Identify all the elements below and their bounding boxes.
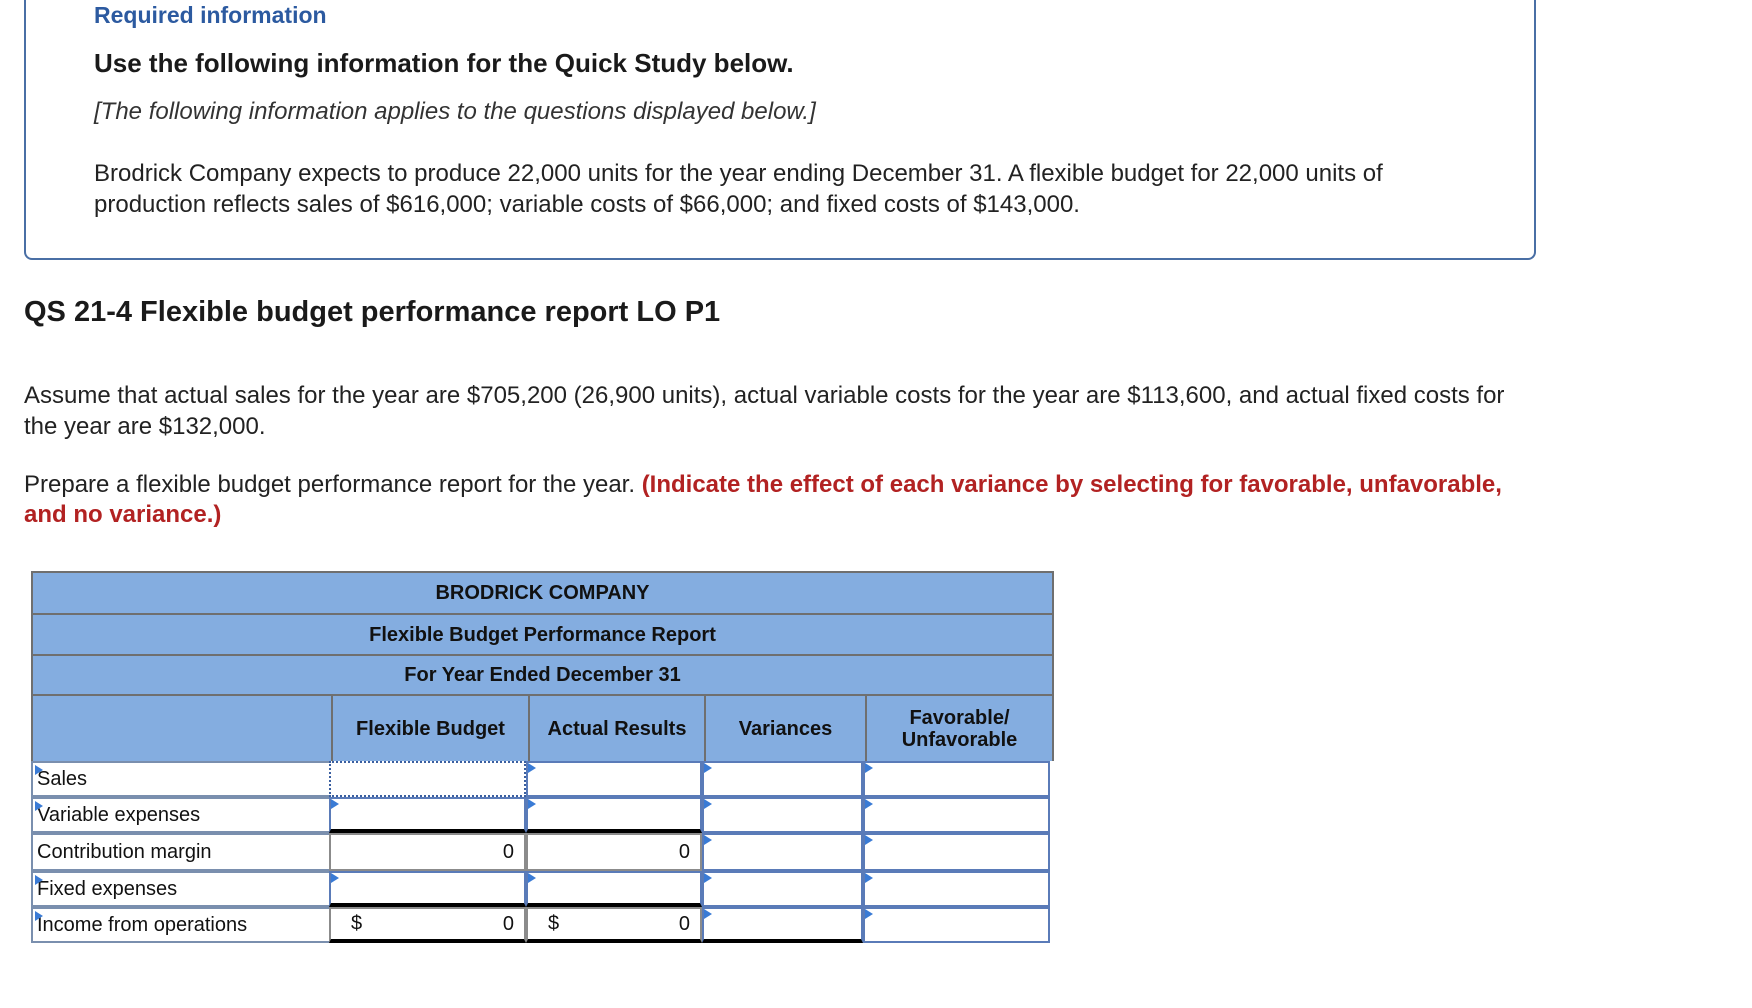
column-header-favorable-unfavorable: Favorable/ Unfavorable <box>865 696 1052 761</box>
fixed-variance-input[interactable] <box>702 871 863 907</box>
prepare-text <box>24 470 1524 530</box>
variable-variance-input[interactable] <box>702 797 863 833</box>
contribution-variance-input[interactable] <box>702 833 863 871</box>
column-header-actual-results: Actual Results <box>528 696 704 761</box>
income-actual-value <box>526 907 702 943</box>
row-label-variable-expenses[interactable]: Variable expenses <box>31 797 329 833</box>
income-flexible-dollar: $ <box>351 912 363 935</box>
sales-actual-input[interactable] <box>526 761 702 797</box>
column-header-row <box>31 694 1054 761</box>
column-header-variances: Variances <box>704 696 865 761</box>
table-row-contribution-margin <box>31 833 1054 871</box>
table-row-variable-expenses <box>31 797 1054 833</box>
prepare-plain: Prepare a flexible budget performance report for the year. <box>24 471 642 498</box>
row-label-fixed-expenses[interactable]: Fixed expenses <box>31 871 329 907</box>
income-variance-input[interactable] <box>702 907 863 943</box>
required-information-box <box>24 0 1536 260</box>
income-fav-unfav-select[interactable] <box>863 907 1050 943</box>
variable-actual-input[interactable] <box>526 797 702 833</box>
performance-report-table <box>31 571 1054 943</box>
table-row-sales <box>31 761 1054 797</box>
contribution-fav-unfav-select[interactable] <box>863 833 1050 871</box>
fixed-flexible-input[interactable] <box>329 871 526 907</box>
fixed-actual-input[interactable] <box>526 871 702 907</box>
row-label-contribution-margin: Contribution margin <box>31 833 329 871</box>
sales-flexible-input[interactable] <box>329 761 526 797</box>
table-row-fixed-expenses <box>31 871 1054 907</box>
row-label-sales[interactable]: Sales <box>31 761 329 797</box>
income-flexible-value <box>329 907 526 943</box>
income-actual-amount: 0 <box>678 912 690 935</box>
info-italic-note: [The following information applies to the questions displayed below.] <box>94 98 816 125</box>
contribution-flexible-value: 0 <box>329 833 526 871</box>
sales-fav-unfav-select[interactable] <box>863 761 1050 797</box>
table-row-income-from-operations <box>31 907 1054 943</box>
column-header-label <box>33 696 331 761</box>
info-heading: Use the following information for the Quick Study below. <box>94 48 794 78</box>
variable-fav-unfav-select[interactable] <box>863 797 1050 833</box>
report-title: Flexible Budget Performance Report <box>31 613 1054 654</box>
fixed-fav-unfav-select[interactable] <box>863 871 1050 907</box>
column-header-flexible-budget: Flexible Budget <box>331 696 528 761</box>
required-information-label: Required information <box>94 2 327 28</box>
question-title: QS 21-4 Flexible budget performance report LO P1 <box>24 296 721 328</box>
row-label-income-from-operations[interactable]: Income from operations <box>31 907 329 943</box>
contribution-actual-value: 0 <box>526 833 702 871</box>
assume-text: Assume that actual sales for the year are $705,200 (26,900 units), actual variable costs for the year are $113,600, and actual fixed costs for the year are $132,000. <box>24 382 1505 440</box>
report-company-name: BRODRICK COMPANY <box>31 571 1054 613</box>
report-period: For Year Ended December 31 <box>31 654 1054 694</box>
income-actual-dollar: $ <box>548 912 560 935</box>
info-paragraph: Brodrick Company expects to produce 22,000 units for the year ending December 31. A flexible budget for 22,000 units of production reflects sales of $616,000; variable costs of $66,000; and fixed costs of $143,000. <box>94 160 1383 218</box>
sales-variance-input[interactable] <box>702 761 863 797</box>
variable-flexible-input[interactable] <box>329 797 526 833</box>
income-flexible-amount: 0 <box>502 912 514 935</box>
prepare-instruction: (Indicate the effect of each variance by selecting for favorable, unfavorable, and no variance.) <box>24 471 1502 528</box>
